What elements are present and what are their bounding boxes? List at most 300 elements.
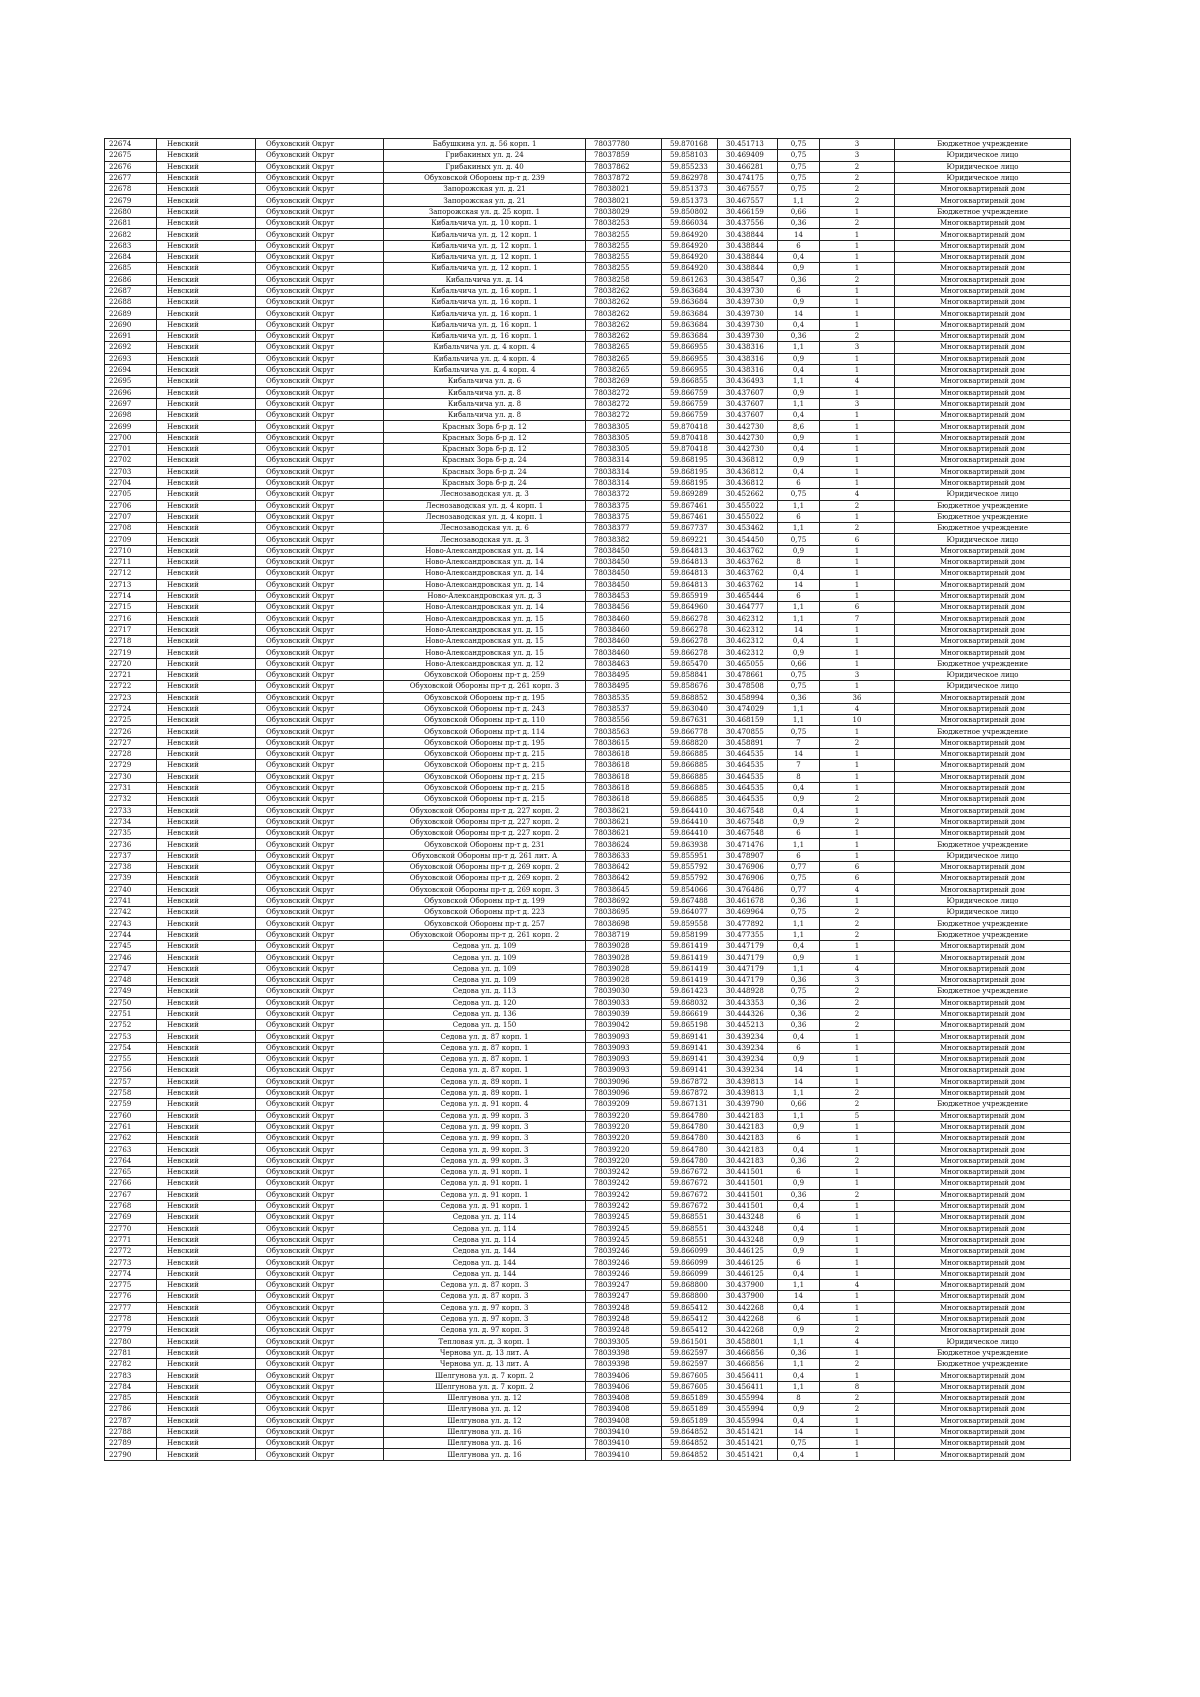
container-count-cell: 1 [820, 285, 895, 296]
cadastral-cell: 78038262 [586, 297, 662, 308]
latitude-cell: 59.870418 [662, 421, 718, 432]
owner-type-cell: Многоквартирный дом [895, 421, 1071, 432]
district-cell: Невский [157, 1404, 256, 1415]
row-id-cell: 22766 [105, 1178, 157, 1189]
owner-type-cell: Многоквартирный дом [895, 1257, 1071, 1268]
longitude-cell: 30.464535 [718, 749, 778, 760]
table-row [105, 963, 1071, 974]
container-count-cell: 1 [820, 556, 895, 567]
latitude-cell: 59.866099 [662, 1257, 718, 1268]
table-row [105, 862, 1071, 873]
district-cell: Невский [157, 794, 256, 805]
longitude-cell: 30.477355 [718, 929, 778, 940]
district-cell: Невский [157, 816, 256, 827]
cadastral-cell: 78038255 [586, 229, 662, 240]
district-cell: Невский [157, 963, 256, 974]
longitude-cell: 30.442183 [718, 1144, 778, 1155]
row-id-cell: 22787 [105, 1415, 157, 1426]
address-cell: Кибальчича ул. д. 16 корп. 1 [384, 319, 586, 330]
owner-type-cell: Многоквартирный дом [895, 376, 1071, 387]
cadastral-cell: 78038695 [586, 907, 662, 918]
container-count-cell: 2 [820, 1325, 895, 1336]
latitude-cell: 59.864852 [662, 1449, 718, 1460]
container-count-cell: 1 [820, 1031, 895, 1042]
longitude-cell: 30.442183 [718, 1155, 778, 1166]
cadastral-cell: 78038305 [586, 432, 662, 443]
municipality-cell: Обуховский Округ [256, 161, 384, 172]
latitude-cell: 59.851373 [662, 195, 718, 206]
latitude-cell: 59.869141 [662, 1042, 718, 1053]
longitude-cell: 30.443248 [718, 1223, 778, 1234]
container-count-cell: 1 [820, 308, 895, 319]
container-count-cell: 2 [820, 218, 895, 229]
row-id-cell: 22676 [105, 161, 157, 172]
owner-type-cell: Многоквартирный дом [895, 816, 1071, 827]
table-row [105, 726, 1071, 737]
table-row [105, 941, 1071, 952]
container-count-cell: 2 [820, 500, 895, 511]
latitude-cell: 59.866759 [662, 387, 718, 398]
address-cell: Шелгунова ул. д. 12 [384, 1415, 586, 1426]
row-id-cell: 22675 [105, 150, 157, 161]
table-row [105, 364, 1071, 375]
cadastral-cell: 78038618 [586, 760, 662, 771]
container-size-cell: 0,4 [778, 1268, 820, 1279]
address-cell: Кибальчича ул. д. 16 корп. 1 [384, 331, 586, 342]
cadastral-cell: 78038450 [586, 545, 662, 556]
municipality-cell: Обуховский Округ [256, 1212, 384, 1223]
row-id-cell: 22723 [105, 692, 157, 703]
container-count-cell: 2 [820, 1404, 895, 1415]
municipality-cell: Обуховский Округ [256, 895, 384, 906]
address-cell: Запорожская ул. д. 25 корп. 1 [384, 206, 586, 217]
container-size-cell: 0,9 [778, 353, 820, 364]
address-cell: Кибальчича ул. д. 12 корп. 1 [384, 240, 586, 251]
owner-type-cell: Многоквартирный дом [895, 624, 1071, 635]
table-row [105, 1449, 1071, 1460]
cadastral-cell: 78038645 [586, 884, 662, 895]
cadastral-cell: 78038375 [586, 500, 662, 511]
longitude-cell: 30.455022 [718, 511, 778, 522]
container-count-cell: 2 [820, 1008, 895, 1019]
row-id-cell: 22710 [105, 545, 157, 556]
cadastral-cell: 78039220 [586, 1155, 662, 1166]
longitude-cell: 30.476486 [718, 884, 778, 895]
latitude-cell: 59.868551 [662, 1234, 718, 1245]
latitude-cell: 59.866759 [662, 398, 718, 409]
latitude-cell: 59.855792 [662, 873, 718, 884]
longitude-cell: 30.471476 [718, 839, 778, 850]
municipality-cell: Обуховский Округ [256, 500, 384, 511]
address-cell: Обуховской Обороны пр-т д. 215 [384, 749, 586, 760]
table-row [105, 240, 1071, 251]
address-cell: Седова ул. д. 109 [384, 952, 586, 963]
row-id-cell: 22742 [105, 907, 157, 918]
table-row [105, 1347, 1071, 1358]
municipality-cell: Обуховский Округ [256, 669, 384, 680]
owner-type-cell: Бюджетное учреждение [895, 986, 1071, 997]
owner-type-cell: Бюджетное учреждение [895, 1347, 1071, 1358]
longitude-cell: 30.469409 [718, 150, 778, 161]
district-cell: Невский [157, 884, 256, 895]
latitude-cell: 59.868195 [662, 455, 718, 466]
container-size-cell: 1,1 [778, 398, 820, 409]
table-row [105, 161, 1071, 172]
address-cell: Обуховской Обороны пр-т д. 227 корп. 2 [384, 805, 586, 816]
container-size-cell: 14 [778, 1291, 820, 1302]
container-count-cell: 4 [820, 884, 895, 895]
district-cell: Невский [157, 432, 256, 443]
address-cell: Седова ул. д. 97 корп. 3 [384, 1313, 586, 1324]
latitude-cell: 59.866099 [662, 1246, 718, 1257]
latitude-cell: 59.865919 [662, 590, 718, 601]
municipality-cell: Обуховский Округ [256, 1223, 384, 1234]
owner-type-cell: Бюджетное учреждение [895, 206, 1071, 217]
district-cell: Невский [157, 274, 256, 285]
cadastral-cell: 78038460 [586, 647, 662, 658]
owner-type-cell: Многоквартирный дом [895, 1223, 1071, 1234]
table-row [105, 907, 1071, 918]
container-size-cell: 0,4 [778, 364, 820, 375]
municipality-cell: Обуховский Округ [256, 647, 384, 658]
owner-type-cell: Многоквартирный дом [895, 319, 1071, 330]
address-cell: Обуховской Обороны пр-т д. 114 [384, 726, 586, 737]
owner-type-cell: Юридическое лицо [895, 534, 1071, 545]
address-cell: Седова ул. д. 109 [384, 963, 586, 974]
container-count-cell: 1 [820, 1167, 895, 1178]
row-id-cell: 22698 [105, 410, 157, 421]
container-size-cell: 0,4 [778, 1449, 820, 1460]
container-size-cell: 1,1 [778, 963, 820, 974]
municipality-cell: Обуховский Округ [256, 760, 384, 771]
cadastral-cell: 78038272 [586, 398, 662, 409]
owner-type-cell: Многоквартирный дом [895, 590, 1071, 601]
longitude-cell: 30.463762 [718, 545, 778, 556]
container-size-cell: 0,36 [778, 218, 820, 229]
cadastral-cell: 78039242 [586, 1189, 662, 1200]
table-row [105, 1336, 1071, 1347]
owner-type-cell: Многоквартирный дом [895, 1426, 1071, 1437]
table-row [105, 1268, 1071, 1279]
container-size-cell: 14 [778, 579, 820, 590]
row-id-cell: 22737 [105, 850, 157, 861]
municipality-cell: Обуховский Округ [256, 1268, 384, 1279]
longitude-cell: 30.439234 [718, 1031, 778, 1042]
latitude-cell: 59.863684 [662, 285, 718, 296]
district-cell: Невский [157, 1313, 256, 1324]
municipality-cell: Обуховский Округ [256, 444, 384, 455]
container-count-cell: 1 [820, 839, 895, 850]
table-row [105, 692, 1071, 703]
container-count-cell: 1 [820, 941, 895, 952]
address-cell: Шелгунова ул. д. 7 корп. 2 [384, 1370, 586, 1381]
municipality-cell: Обуховский Округ [256, 1426, 384, 1437]
longitude-cell: 30.436812 [718, 466, 778, 477]
owner-type-cell: Многоквартирный дом [895, 240, 1071, 251]
district-cell: Невский [157, 907, 256, 918]
table-row [105, 1392, 1071, 1403]
table-row [105, 1415, 1071, 1426]
municipality-cell: Обуховский Округ [256, 511, 384, 522]
district-cell: Невский [157, 873, 256, 884]
container-size-cell: 7 [778, 760, 820, 771]
district-cell: Невский [157, 1065, 256, 1076]
container-size-cell: 0,9 [778, 455, 820, 466]
cadastral-cell: 78038029 [586, 206, 662, 217]
latitude-cell: 59.870168 [662, 139, 718, 150]
container-count-cell: 2 [820, 1020, 895, 1031]
longitude-cell: 30.451421 [718, 1426, 778, 1437]
address-cell: Обуховской Обороны пр-т д. 269 корп. 2 [384, 873, 586, 884]
container-size-cell: 0,36 [778, 1189, 820, 1200]
container-size-cell: 6 [778, 1212, 820, 1223]
longitude-cell: 30.478907 [718, 850, 778, 861]
container-size-cell: 0,75 [778, 184, 820, 195]
latitude-cell: 59.865412 [662, 1325, 718, 1336]
longitude-cell: 30.461678 [718, 895, 778, 906]
district-cell: Невский [157, 839, 256, 850]
district-cell: Невский [157, 1336, 256, 1347]
longitude-cell: 30.442183 [718, 1133, 778, 1144]
table-row [105, 376, 1071, 387]
container-size-cell: 0,9 [778, 297, 820, 308]
latitude-cell: 59.863684 [662, 331, 718, 342]
table-row [105, 500, 1071, 511]
owner-type-cell: Многоквартирный дом [895, 749, 1071, 760]
container-count-cell: 1 [820, 568, 895, 579]
cadastral-cell: 78038265 [586, 364, 662, 375]
municipality-cell: Обуховский Округ [256, 432, 384, 443]
municipality-cell: Обуховский Округ [256, 206, 384, 217]
longitude-cell: 30.463762 [718, 568, 778, 579]
owner-type-cell: Многоквартирный дом [895, 1133, 1071, 1144]
latitude-cell: 59.866885 [662, 771, 718, 782]
latitude-cell: 59.867605 [662, 1370, 718, 1381]
container-size-cell: 0,9 [778, 432, 820, 443]
address-cell: Обуховской Обороны пр-т д. 269 корп. 2 [384, 862, 586, 873]
owner-type-cell: Многоквартирный дом [895, 1381, 1071, 1392]
address-cell: Обуховской Обороны пр-т д. 215 [384, 760, 586, 771]
row-id-cell: 22743 [105, 918, 157, 929]
row-id-cell: 22784 [105, 1381, 157, 1392]
longitude-cell: 30.437607 [718, 398, 778, 409]
district-cell: Невский [157, 1302, 256, 1313]
district-cell: Невский [157, 974, 256, 985]
cadastral-cell: 78039220 [586, 1121, 662, 1132]
address-cell: Седова ул. д. 109 [384, 941, 586, 952]
container-count-cell: 1 [820, 263, 895, 274]
longitude-cell: 30.464535 [718, 782, 778, 793]
longitude-cell: 30.438844 [718, 229, 778, 240]
table-row [105, 715, 1071, 726]
municipality-cell: Обуховский Округ [256, 1076, 384, 1087]
municipality-cell: Обуховский Округ [256, 1449, 384, 1460]
cadastral-cell: 78039028 [586, 952, 662, 963]
table-row [105, 1087, 1071, 1098]
owner-type-cell: Многоквартирный дом [895, 1054, 1071, 1065]
table-row [105, 1302, 1071, 1313]
container-count-cell: 3 [820, 139, 895, 150]
longitude-cell: 30.455994 [718, 1404, 778, 1415]
latitude-cell: 59.867672 [662, 1200, 718, 1211]
latitude-cell: 59.868852 [662, 692, 718, 703]
latitude-cell: 59.865470 [662, 658, 718, 669]
owner-type-cell: Юридическое лицо [895, 907, 1071, 918]
owner-type-cell: Многоквартирный дом [895, 364, 1071, 375]
row-id-cell: 22692 [105, 342, 157, 353]
longitude-cell: 30.447179 [718, 974, 778, 985]
longitude-cell: 30.451421 [718, 1449, 778, 1460]
address-cell: Седова ул. д. 144 [384, 1268, 586, 1279]
cadastral-cell: 78038618 [586, 771, 662, 782]
row-id-cell: 22736 [105, 839, 157, 850]
owner-type-cell: Юридическое лицо [895, 669, 1071, 680]
district-cell: Невский [157, 1054, 256, 1065]
municipality-cell: Обуховский Округ [256, 1336, 384, 1347]
district-cell: Невский [157, 997, 256, 1008]
table-row [105, 410, 1071, 421]
row-id-cell: 22708 [105, 523, 157, 534]
address-cell: Обуховской Обороны пр-т д. 261 корп. 3 [384, 681, 586, 692]
owner-type-cell: Многоквартирный дом [895, 218, 1071, 229]
container-count-cell: 1 [820, 1144, 895, 1155]
container-size-cell: 0,36 [778, 997, 820, 1008]
container-size-cell: 7 [778, 737, 820, 748]
table-row [105, 432, 1071, 443]
district-cell: Невский [157, 398, 256, 409]
longitude-cell: 30.447179 [718, 963, 778, 974]
table-row [105, 297, 1071, 308]
row-id-cell: 22715 [105, 602, 157, 613]
container-count-cell: 2 [820, 1359, 895, 1370]
municipality-cell: Обуховский Округ [256, 184, 384, 195]
owner-type-cell: Многоквартирный дом [895, 455, 1071, 466]
container-size-cell: 1,1 [778, 613, 820, 624]
owner-type-cell: Многоквартирный дом [895, 1020, 1071, 1031]
district-cell: Невский [157, 1200, 256, 1211]
longitude-cell: 30.458891 [718, 737, 778, 748]
owner-type-cell: Многоквартирный дом [895, 1065, 1071, 1076]
container-count-cell: 3 [820, 669, 895, 680]
owner-type-cell: Многоквартирный дом [895, 466, 1071, 477]
owner-type-cell: Многоквартирный дом [895, 1438, 1071, 1449]
address-cell: Обуховской Обороны пр-т д. 215 [384, 794, 586, 805]
container-size-cell: 1,1 [778, 342, 820, 353]
municipality-cell: Обуховский Округ [256, 839, 384, 850]
address-cell: Обуховской Обороны пр-т д. 215 [384, 782, 586, 793]
row-id-cell: 22764 [105, 1155, 157, 1166]
table-row [105, 884, 1071, 895]
container-size-cell: 1,1 [778, 1359, 820, 1370]
owner-type-cell: Многоквартирный дом [895, 862, 1071, 873]
municipality-cell: Обуховский Округ [256, 1087, 384, 1098]
address-cell: Седова ул. д. 97 корп. 3 [384, 1325, 586, 1336]
longitude-cell: 30.442730 [718, 421, 778, 432]
longitude-cell: 30.439234 [718, 1042, 778, 1053]
owner-type-cell: Бюджетное учреждение [895, 139, 1071, 150]
table-row [105, 669, 1071, 680]
cadastral-cell: 78038698 [586, 918, 662, 929]
municipality-cell: Обуховский Округ [256, 139, 384, 150]
row-id-cell: 22687 [105, 285, 157, 296]
owner-type-cell: Многоквартирный дом [895, 1325, 1071, 1336]
municipality-cell: Обуховский Округ [256, 1246, 384, 1257]
cadastral-cell: 78039246 [586, 1257, 662, 1268]
longitude-cell: 30.439730 [718, 297, 778, 308]
municipality-cell: Обуховский Округ [256, 884, 384, 895]
municipality-cell: Обуховский Округ [256, 1404, 384, 1415]
address-cell: Седова ул. д. 109 [384, 974, 586, 985]
longitude-cell: 30.442730 [718, 432, 778, 443]
cadastral-cell: 78038624 [586, 839, 662, 850]
row-id-cell: 22679 [105, 195, 157, 206]
cadastral-cell: 78039242 [586, 1200, 662, 1211]
longitude-cell: 30.463762 [718, 556, 778, 567]
district-cell: Невский [157, 500, 256, 511]
municipality-cell: Обуховский Округ [256, 1155, 384, 1166]
municipality-cell: Обуховский Округ [256, 681, 384, 692]
latitude-cell: 59.868551 [662, 1212, 718, 1223]
container-size-cell: 0,9 [778, 545, 820, 556]
municipality-cell: Обуховский Округ [256, 274, 384, 285]
container-count-cell: 1 [820, 1054, 895, 1065]
address-cell: Седова ул. д. 91 корп. 1 [384, 1200, 586, 1211]
address-cell: Кибальчича ул. д. 4 корп. 4 [384, 342, 586, 353]
container-size-cell: 0,77 [778, 884, 820, 895]
latitude-cell: 59.862978 [662, 172, 718, 183]
cadastral-cell: 78039028 [586, 941, 662, 952]
district-cell: Невский [157, 161, 256, 172]
longitude-cell: 30.439234 [718, 1065, 778, 1076]
address-cell: Шелгунова ул. д. 16 [384, 1449, 586, 1460]
municipality-cell: Обуховский Округ [256, 319, 384, 330]
owner-type-cell: Многоквартирный дом [895, 1370, 1071, 1381]
owner-type-cell: Многоквартирный дом [895, 342, 1071, 353]
district-cell: Невский [157, 1325, 256, 1336]
cadastral-cell: 78038021 [586, 184, 662, 195]
container-count-cell: 4 [820, 489, 895, 500]
container-count-cell: 2 [820, 1392, 895, 1403]
municipality-cell: Обуховский Округ [256, 1144, 384, 1155]
municipality-cell: Обуховский Округ [256, 1133, 384, 1144]
owner-type-cell: Многоквартирный дом [895, 251, 1071, 262]
owner-type-cell: Многоквартирный дом [895, 568, 1071, 579]
table-row [105, 658, 1071, 669]
row-id-cell: 22781 [105, 1347, 157, 1358]
address-cell: Кибальчича ул. д. 12 корп. 1 [384, 229, 586, 240]
owner-type-cell: Многоквартирный дом [895, 545, 1071, 556]
latitude-cell: 59.869141 [662, 1054, 718, 1065]
container-count-cell: 1 [820, 1076, 895, 1087]
table-row [105, 331, 1071, 342]
address-cell: Ново-Александровская ул. д. 15 [384, 613, 586, 624]
container-count-cell: 1 [820, 658, 895, 669]
container-size-cell: 0,75 [778, 907, 820, 918]
container-count-cell: 1 [820, 782, 895, 793]
cadastral-cell: 78038269 [586, 376, 662, 387]
latitude-cell: 59.865189 [662, 1415, 718, 1426]
municipality-cell: Обуховский Округ [256, 1381, 384, 1392]
longitude-cell: 30.436812 [718, 455, 778, 466]
district-cell: Невский [157, 1268, 256, 1279]
address-cell: Седова ул. д. 99 корп. 3 [384, 1121, 586, 1132]
cadastral-cell: 78038563 [586, 726, 662, 737]
latitude-cell: 59.866955 [662, 364, 718, 375]
municipality-cell: Обуховский Округ [256, 1031, 384, 1042]
owner-type-cell: Многоквартирный дом [895, 477, 1071, 488]
address-cell: Ново-Александровская ул. д. 14 [384, 545, 586, 556]
address-cell: Красных Зорь б-р д. 24 [384, 455, 586, 466]
